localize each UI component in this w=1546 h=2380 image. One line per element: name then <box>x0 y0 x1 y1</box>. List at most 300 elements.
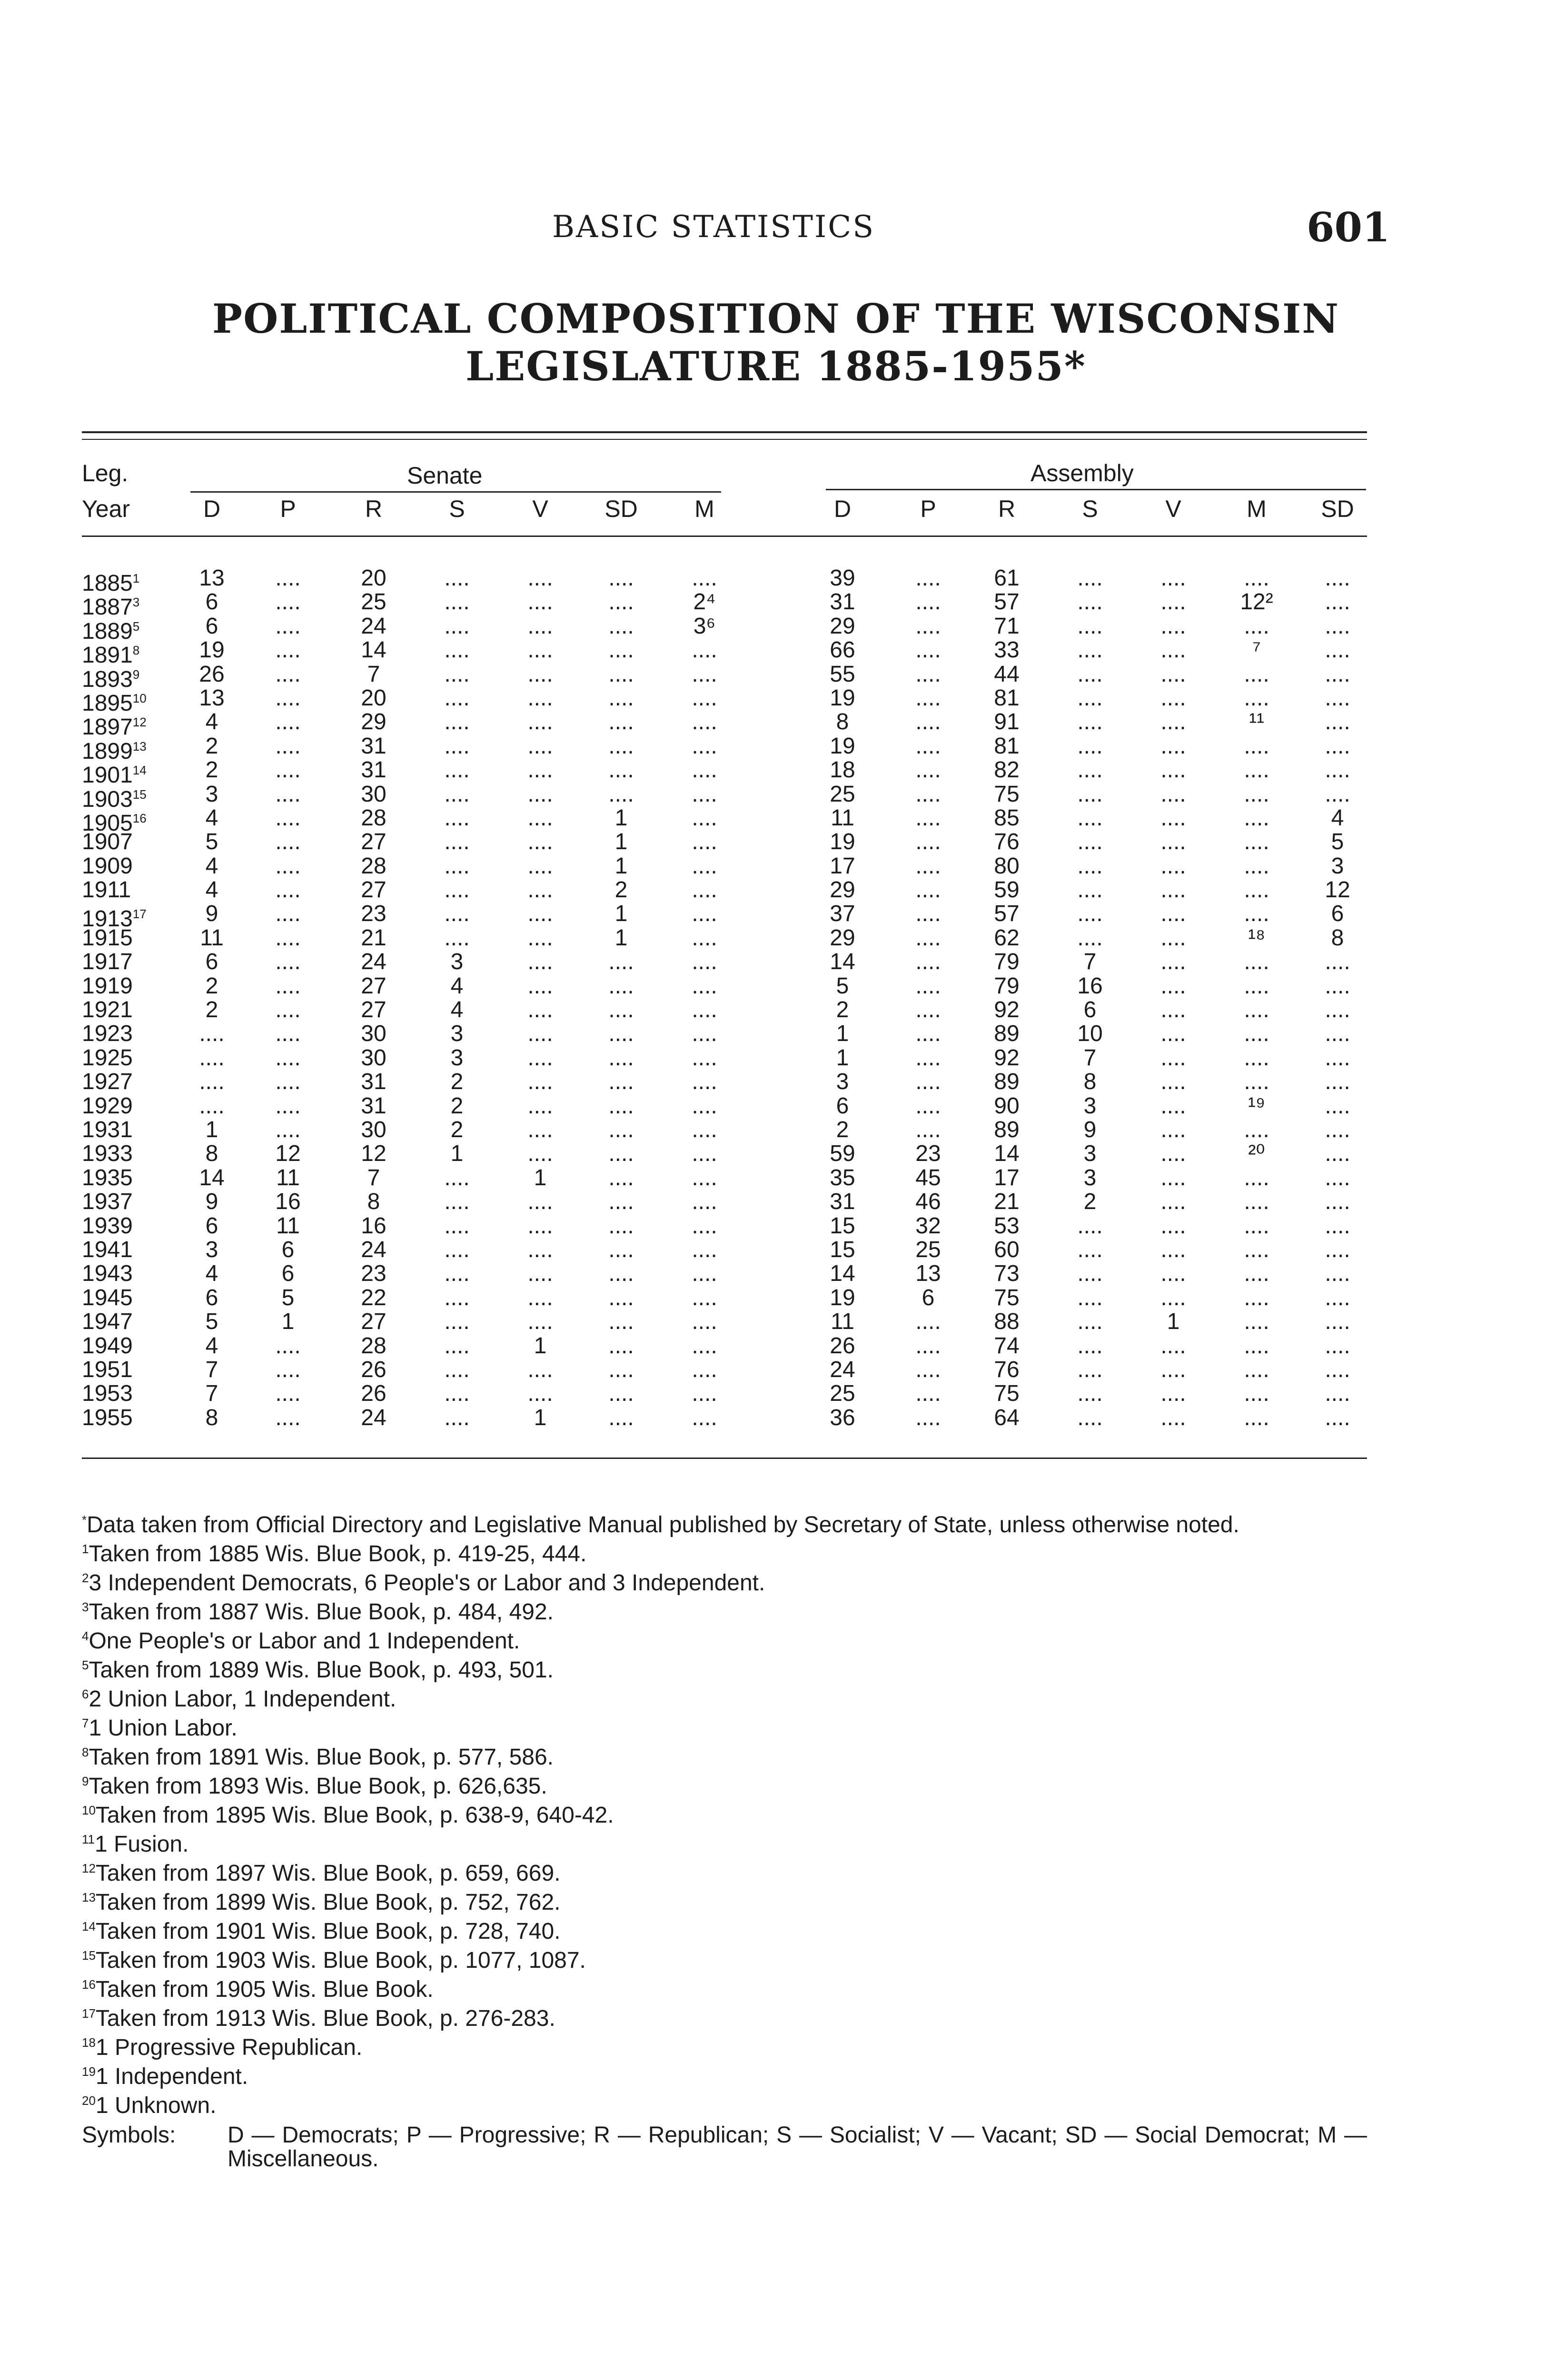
senate-cell: .... <box>275 733 301 759</box>
senate-cell: 12 <box>361 1141 386 1167</box>
assembly-cell: .... <box>1160 1357 1186 1382</box>
assembly-cell: 25 <box>830 1381 855 1407</box>
footnote: $^{15}$Taken from 1903 Wis. Blue Book, p. 1077, 1087. <box>82 1948 586 1973</box>
footnote: $^2$3 Independent Democrats, 6 People's or Labor and 3 Independent. <box>82 1570 765 1596</box>
row-year: 1895$^{10}$ <box>82 690 147 716</box>
senate-cell: .... <box>275 1045 301 1071</box>
assembly-cell: .... <box>1325 709 1350 735</box>
assembly-cell: .... <box>1160 733 1186 759</box>
senate-label: Senate <box>407 462 483 489</box>
senate-cell: .... <box>692 1117 717 1142</box>
footnote: $^{10}$Taken from 1895 Wis. Blue Book, p. 638-9, 640-42. <box>82 1803 614 1828</box>
senate-cell: .... <box>692 1045 717 1071</box>
senate-cell: .... <box>608 997 634 1023</box>
senate-cell: 22 <box>361 1285 386 1310</box>
assembly-cell: 12 <box>1325 877 1350 903</box>
assembly-cell: .... <box>1077 901 1103 927</box>
assembly-cell: .... <box>1325 1045 1350 1071</box>
assembly-cell: .... <box>915 949 941 975</box>
assembly-cell: 15 <box>830 1237 855 1262</box>
top-rule <box>82 431 1367 433</box>
senate-cell: .... <box>275 1093 301 1119</box>
row-year: 1911 <box>82 877 131 903</box>
senate-cell: .... <box>527 1021 553 1047</box>
assembly-cell: .... <box>1325 997 1350 1023</box>
senate-cell: .... <box>608 733 634 759</box>
senate-cell: .... <box>527 877 553 903</box>
senate-cell: 14 <box>361 637 386 663</box>
senate-cell: .... <box>444 1165 470 1190</box>
assembly-cell: 29 <box>830 877 855 903</box>
row-year: 1915 <box>82 925 133 951</box>
assembly-cell: .... <box>915 613 941 639</box>
assembly-cell: 76 <box>994 829 1020 855</box>
assembly-cell: .... <box>1077 613 1103 639</box>
senate-cell: 14 <box>199 1165 225 1190</box>
senate-cell: 13 <box>199 685 225 711</box>
assembly-rule <box>826 489 1366 490</box>
page-number: 601 <box>1307 204 1390 251</box>
senate-cell: .... <box>608 1261 634 1287</box>
assembly-cell: .... <box>1077 1333 1103 1359</box>
assembly-cell: .... <box>1077 733 1103 759</box>
senate-cell: .... <box>692 997 717 1023</box>
assembly-cell: .... <box>915 733 941 759</box>
senate-cell: .... <box>608 1357 634 1382</box>
row-year: 1955 <box>82 1405 133 1430</box>
senate-cell: 1 <box>614 805 628 831</box>
senate-cell: 5 <box>205 1309 218 1335</box>
senate-cell: .... <box>527 1261 553 1287</box>
assembly-cell: .... <box>915 565 941 591</box>
assembly-cell: ¹¹ <box>1249 709 1264 735</box>
senate-cell: .... <box>692 685 717 711</box>
assembly-cell: .... <box>1325 565 1350 591</box>
assembly-cell: .... <box>915 589 941 615</box>
senate-cell: 1 <box>614 925 628 951</box>
assembly-cell: .... <box>1325 661 1350 687</box>
assembly-cell: .... <box>915 781 941 807</box>
assembly-cell: .... <box>1077 853 1103 879</box>
row-year: 1901$^{14}$ <box>82 763 147 788</box>
assembly-cell: .... <box>1244 1285 1269 1310</box>
assembly-cell: .... <box>915 877 941 903</box>
row-year: 1931 <box>82 1117 133 1142</box>
assembly-cell: .... <box>1160 781 1186 807</box>
senate-cell: .... <box>527 1189 553 1215</box>
assembly-cell: 24 <box>830 1357 855 1382</box>
senate-cell: .... <box>692 661 717 687</box>
senate-cell: .... <box>692 1261 717 1287</box>
assembly-cell: 45 <box>915 1165 941 1190</box>
senate-cell: .... <box>692 1237 717 1262</box>
senate-cell: 1 <box>281 1309 295 1335</box>
senate-cell: 5 <box>205 829 218 855</box>
senate-cell: 3⁶ <box>693 613 716 639</box>
senate-cell: .... <box>527 1117 553 1142</box>
assembly-cell: .... <box>1244 1189 1269 1215</box>
senate-cell: 11 <box>276 1165 300 1190</box>
assembly-cell: .... <box>915 973 941 999</box>
senate-cell: 6 <box>205 613 218 639</box>
senate-cell: .... <box>444 757 470 783</box>
senate-cell: .... <box>692 1333 717 1359</box>
assembly-cell: .... <box>1325 1237 1350 1262</box>
assembly-cell: .... <box>1160 1381 1186 1407</box>
assembly-cell: 3 <box>1083 1165 1097 1190</box>
row-year: 1921 <box>82 997 133 1023</box>
assembly-cell: 3 <box>836 1069 849 1095</box>
senate-cell: .... <box>444 1405 470 1430</box>
assembly-cell: .... <box>915 1093 941 1119</box>
assembly-cell: .... <box>1077 757 1103 783</box>
senate-cell: .... <box>608 1141 634 1167</box>
senate-cell: 11 <box>276 1213 300 1239</box>
assembly-cell: 66 <box>830 637 855 663</box>
senate-col-header: SD <box>605 496 638 522</box>
assembly-cell: 9 <box>1083 1117 1097 1142</box>
senate-cell: 24 <box>361 613 386 639</box>
senate-cell: 31 <box>361 757 386 783</box>
senate-cell: 7 <box>367 1165 380 1190</box>
senate-cell: .... <box>527 805 553 831</box>
assembly-cell: .... <box>1244 829 1269 855</box>
assembly-cell: 37 <box>830 901 855 927</box>
running-head: BASIC STATISTICS <box>552 209 875 245</box>
assembly-cell: 1 <box>836 1021 849 1047</box>
senate-cell: 2 <box>205 733 218 759</box>
senate-cell: 27 <box>361 1309 386 1335</box>
assembly-cell: .... <box>1160 709 1186 735</box>
assembly-cell: .... <box>1325 1333 1350 1359</box>
senate-cell: 6 <box>281 1237 295 1262</box>
senate-cell: .... <box>275 829 301 855</box>
senate-cell: .... <box>527 949 553 975</box>
footnote: $^5$Taken from 1889 Wis. Blue Book, p. 493, 501. <box>82 1657 554 1683</box>
senate-cell: .... <box>527 733 553 759</box>
assembly-cell: .... <box>1244 613 1269 639</box>
assembly-cell: .... <box>1077 1405 1103 1430</box>
senate-cell: .... <box>608 1093 634 1119</box>
assembly-cell: 13 <box>915 1261 941 1287</box>
assembly-cell: 57 <box>994 589 1020 615</box>
assembly-cell: .... <box>1160 925 1186 951</box>
assembly-cell: .... <box>915 637 941 663</box>
assembly-cell: 8 <box>1083 1069 1097 1095</box>
senate-cell: .... <box>608 1021 634 1047</box>
senate-cell: .... <box>692 1357 717 1382</box>
assembly-cell: 1 <box>836 1045 849 1071</box>
assembly-cell: .... <box>915 1069 941 1095</box>
assembly-cell: .... <box>1325 1261 1350 1287</box>
symbols-legend <box>82 2123 1367 2171</box>
assembly-cell: 79 <box>994 949 1020 975</box>
assembly-cell: 2 <box>1083 1189 1097 1215</box>
senate-cell: 3 <box>450 1045 464 1071</box>
senate-cell: 31 <box>361 1093 386 1119</box>
senate-cell: .... <box>275 997 301 1023</box>
senate-cell: .... <box>608 1237 634 1262</box>
assembly-cell: .... <box>1244 901 1269 927</box>
assembly-col-header: P <box>920 496 936 522</box>
senate-cell: 26 <box>361 1381 386 1407</box>
row-year: 1925 <box>82 1045 133 1071</box>
row-year: 1953 <box>82 1381 133 1407</box>
senate-cell: 13 <box>199 565 225 591</box>
assembly-cell: 17 <box>994 1165 1020 1190</box>
assembly-cell: 5 <box>836 973 849 999</box>
senate-cell: .... <box>692 1165 717 1190</box>
row-year: 1885$^1$ <box>82 571 140 596</box>
senate-cell: 5 <box>281 1285 295 1310</box>
senate-cell: .... <box>692 1405 717 1430</box>
assembly-cell: 6 <box>922 1285 935 1310</box>
assembly-cell: .... <box>1325 1309 1350 1335</box>
footnote: *Data taken from Official Directory and Legislative Manual published by Secretary of State, unless otherwise noted. <box>82 1512 1239 1537</box>
symbols-text: D — Democrats; P — Progressive; R — Republican; S — Socialist; V — Vacant; SD — Social Democrat; M — Miscellaneous. <box>228 2122 1367 2172</box>
senate-cell: 6 <box>281 1261 295 1287</box>
assembly-cell: .... <box>1160 805 1186 831</box>
assembly-cell: 92 <box>994 1045 1020 1071</box>
assembly-cell: .... <box>1244 973 1269 999</box>
senate-cell: .... <box>275 925 301 951</box>
assembly-cell: 23 <box>915 1141 941 1167</box>
assembly-cell: .... <box>1325 949 1350 975</box>
senate-cell: .... <box>444 733 470 759</box>
senate-cell: .... <box>692 853 717 879</box>
footnote: $^{11}$1 Fusion. <box>82 1832 189 1857</box>
senate-cell: .... <box>527 973 553 999</box>
senate-cell: 1 <box>534 1165 547 1190</box>
assembly-cell: 11 <box>831 1309 854 1335</box>
senate-cell: .... <box>527 685 553 711</box>
senate-cell: .... <box>608 589 634 615</box>
senate-cell: .... <box>444 685 470 711</box>
assembly-col-header: SD <box>1321 496 1354 522</box>
row-year: 1937 <box>82 1189 133 1215</box>
senate-cell: 7 <box>205 1357 218 1382</box>
assembly-cell: .... <box>1160 949 1186 975</box>
assembly-cell: .... <box>1077 805 1103 831</box>
senate-cell: .... <box>444 661 470 687</box>
senate-cell: 2⁴ <box>693 589 716 615</box>
senate-cell: 6 <box>205 949 218 975</box>
senate-cell: .... <box>444 1237 470 1262</box>
senate-cell: .... <box>275 805 301 831</box>
assembly-cell: .... <box>1160 1117 1186 1142</box>
assembly-cell: .... <box>915 805 941 831</box>
senate-cell: 4 <box>205 877 218 903</box>
senate-cell: 23 <box>361 1261 386 1287</box>
senate-cell: .... <box>275 589 301 615</box>
row-year: 1923 <box>82 1021 133 1047</box>
assembly-cell: 10 <box>1077 1021 1103 1047</box>
senate-cell: .... <box>199 1045 225 1071</box>
senate-cell: .... <box>608 1213 634 1239</box>
assembly-cell: 31 <box>830 589 855 615</box>
assembly-cell: .... <box>1244 1213 1269 1239</box>
senate-cell: .... <box>275 1021 301 1047</box>
footnote: $^3$Taken from 1887 Wis. Blue Book, p. 484, 492. <box>82 1599 554 1625</box>
senate-cell: .... <box>692 877 717 903</box>
footnote: $^8$Taken from 1891 Wis. Blue Book, p. 577, 586. <box>82 1745 554 1770</box>
row-year: 1909 <box>82 853 133 879</box>
senate-cell: .... <box>692 637 717 663</box>
assembly-cell: 1 <box>1167 1309 1180 1335</box>
senate-cell: 4 <box>205 709 218 735</box>
assembly-cell: .... <box>1160 1189 1186 1215</box>
senate-cell: .... <box>527 1381 553 1407</box>
assembly-cell: .... <box>1077 709 1103 735</box>
assembly-cell: .... <box>1160 1213 1186 1239</box>
footnote: $^{17}$Taken from 1913 Wis. Blue Book, p. 276-283. <box>82 2006 555 2031</box>
senate-cell: .... <box>444 1381 470 1407</box>
assembly-cell: .... <box>1077 1261 1103 1287</box>
senate-cell: .... <box>275 709 301 735</box>
senate-cell: .... <box>692 1069 717 1095</box>
senate-cell: .... <box>692 1381 717 1407</box>
senate-cell: 9 <box>205 1189 218 1215</box>
assembly-cell: 6 <box>836 1093 849 1119</box>
senate-cell: 4 <box>205 853 218 879</box>
assembly-cell: .... <box>915 1405 941 1430</box>
assembly-cell: .... <box>1244 733 1269 759</box>
assembly-cell: .... <box>1244 1357 1269 1382</box>
senate-cell: .... <box>608 565 634 591</box>
assembly-cell: 29 <box>830 613 855 639</box>
assembly-cell: .... <box>1325 1117 1350 1142</box>
assembly-cell: .... <box>1077 1381 1103 1407</box>
senate-cell: 27 <box>361 997 386 1023</box>
senate-cell: 31 <box>361 1069 386 1095</box>
senate-cell: .... <box>275 637 301 663</box>
row-year: 1899$^{13}$ <box>82 738 147 764</box>
senate-cell: .... <box>692 733 717 759</box>
senate-cell: .... <box>692 1021 717 1047</box>
senate-cell: .... <box>275 877 301 903</box>
senate-cell: 8 <box>367 1189 380 1215</box>
senate-cell: .... <box>608 1117 634 1142</box>
senate-cell: 28 <box>361 805 386 831</box>
senate-col-header: D <box>203 496 221 522</box>
assembly-cell: .... <box>1325 613 1350 639</box>
senate-cell: .... <box>527 661 553 687</box>
senate-cell: .... <box>444 781 470 807</box>
senate-cell: .... <box>527 997 553 1023</box>
senate-cell: .... <box>444 877 470 903</box>
assembly-cell: .... <box>1244 949 1269 975</box>
assembly-cell: .... <box>1244 805 1269 831</box>
assembly-cell: .... <box>915 1381 941 1407</box>
assembly-cell: 53 <box>994 1213 1020 1239</box>
senate-cell: 26 <box>199 661 225 687</box>
senate-cell: 12 <box>275 1141 301 1167</box>
assembly-cell: .... <box>1160 661 1186 687</box>
assembly-cell: .... <box>1244 1045 1269 1071</box>
senate-cell: .... <box>608 709 634 735</box>
senate-cell: .... <box>444 709 470 735</box>
assembly-cell: .... <box>1244 1261 1269 1287</box>
row-year: 1943 <box>82 1261 133 1287</box>
footnote: $^9$Taken from 1893 Wis. Blue Book, p. 626,635. <box>82 1774 547 1799</box>
assembly-cell: 64 <box>994 1405 1020 1430</box>
senate-cell: .... <box>527 565 553 591</box>
assembly-cell: 19 <box>830 685 855 711</box>
row-year: 1927 <box>82 1069 133 1095</box>
senate-cell: 2 <box>205 757 218 783</box>
senate-cell: .... <box>527 709 553 735</box>
assembly-cell: 3 <box>1083 1141 1097 1167</box>
row-year: 1893$^9$ <box>82 666 140 692</box>
senate-cell: .... <box>608 685 634 711</box>
title-line-1: POLITICAL COMPOSITION OF THE WISCONSIN <box>212 295 1340 342</box>
assembly-cell: 75 <box>994 1285 1020 1310</box>
assembly-col-header: M <box>1247 496 1267 522</box>
senate-cell: 4 <box>205 805 218 831</box>
senate-cell: .... <box>608 1069 634 1095</box>
senate-cell: .... <box>527 1237 553 1262</box>
assembly-cell: ⁷ <box>1252 637 1261 663</box>
assembly-cell: ¹⁹ <box>1248 1093 1266 1119</box>
senate-cell: .... <box>608 1381 634 1407</box>
row-year: 1941 <box>82 1237 133 1262</box>
assembly-cell: .... <box>915 925 941 951</box>
assembly-cell: .... <box>915 1333 941 1359</box>
senate-cell: .... <box>527 1141 553 1167</box>
assembly-cell: .... <box>1160 1141 1186 1167</box>
assembly-cell: .... <box>1077 1309 1103 1335</box>
assembly-cell: .... <box>1077 565 1103 591</box>
assembly-cell: .... <box>1325 757 1350 783</box>
senate-cell: .... <box>444 805 470 831</box>
assembly-cell: .... <box>1160 637 1186 663</box>
senate-cell: .... <box>527 1285 553 1310</box>
senate-cell: .... <box>275 1117 301 1142</box>
row-year: 1907 <box>82 829 133 855</box>
row-year: 1929 <box>82 1093 133 1119</box>
senate-cell: .... <box>692 709 717 735</box>
senate-cell: .... <box>275 949 301 975</box>
senate-cell: .... <box>692 781 717 807</box>
row-year: 1951 <box>82 1357 133 1382</box>
assembly-cell: .... <box>1160 589 1186 615</box>
senate-cell: .... <box>692 1309 717 1335</box>
senate-cell: .... <box>608 1333 634 1359</box>
table-bottom-rule <box>82 1458 1367 1459</box>
assembly-cell: 31 <box>830 1189 855 1215</box>
senate-cell: 23 <box>361 901 386 927</box>
senate-cell: 11 <box>200 925 224 951</box>
senate-cell: .... <box>275 901 301 927</box>
assembly-cell: .... <box>1160 1285 1186 1310</box>
assembly-cell: 92 <box>994 997 1020 1023</box>
senate-cell: .... <box>692 829 717 855</box>
assembly-cell: 11 <box>831 805 854 831</box>
assembly-cell: 15 <box>830 1213 855 1239</box>
row-year: 1897$^{12}$ <box>82 714 147 740</box>
assembly-cell: 25 <box>915 1237 941 1262</box>
senate-cell: 31 <box>361 733 386 759</box>
senate-cell: 30 <box>361 781 386 807</box>
senate-cell: 25 <box>361 589 386 615</box>
senate-col-header: S <box>449 496 465 522</box>
senate-cell: 26 <box>361 1357 386 1382</box>
assembly-cell: .... <box>915 685 941 711</box>
assembly-cell: .... <box>915 853 941 879</box>
senate-cell: .... <box>608 973 634 999</box>
senate-cell: 1 <box>614 901 628 927</box>
assembly-cell: .... <box>1244 1405 1269 1430</box>
